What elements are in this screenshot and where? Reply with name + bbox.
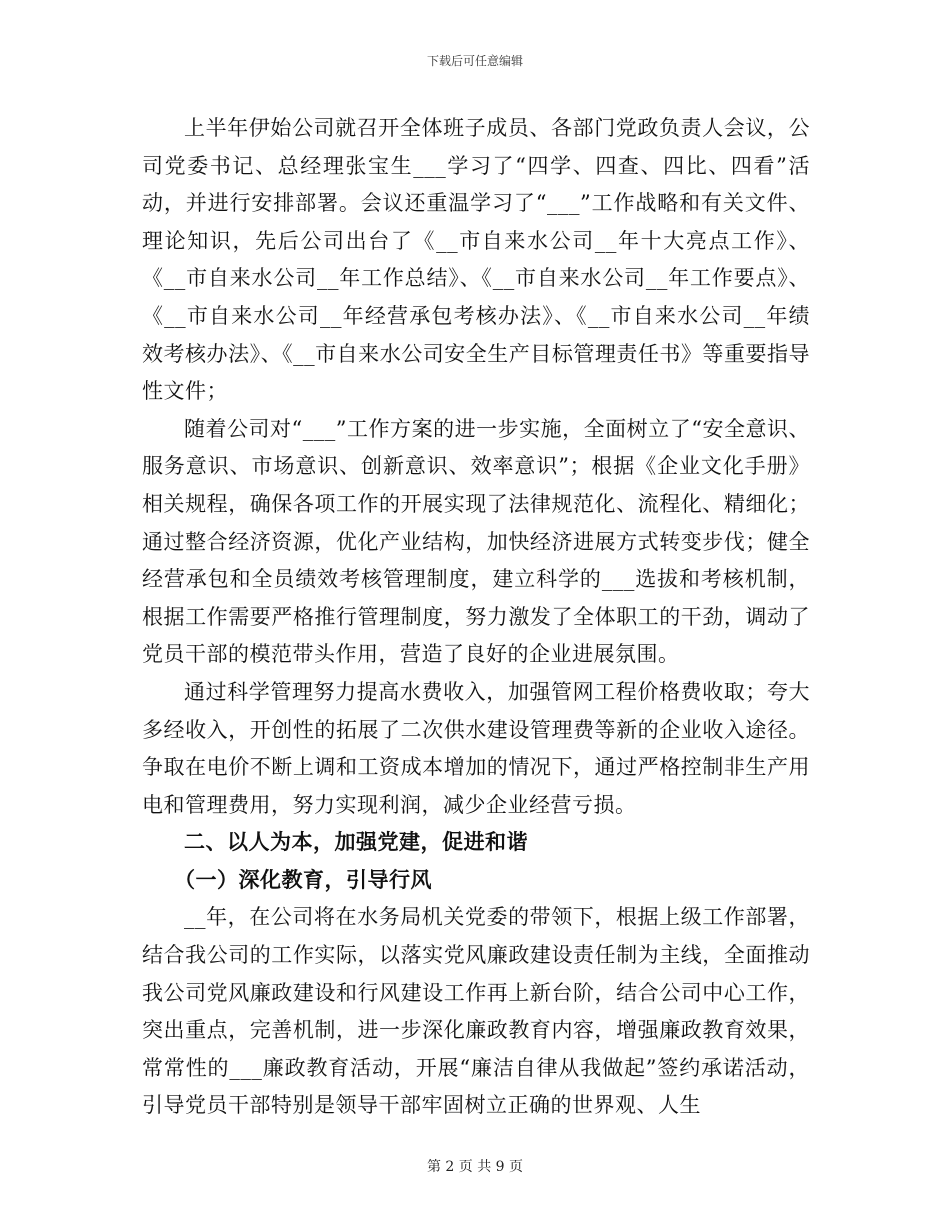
section-heading: 二、以人为本，加强党建，促进和谐 (184, 830, 528, 855)
paragraph-1: 上半年伊始公司就召开全体班子成员、各部门党政负责人会议，公司党委书记、总经理张宝生___学习了“四学、四查、四比、四看”活动，并进行安排部署。会议还重温学习了“___”工作战略和有关文件、理论知识，先后公司出台了《__市自来水公司__年十大亮点工作》、《__市自来水公司__年工作总结》、《__市自来水公司__年工作要点》、《__市自来水公司__年经营承包考核办法》、《__市自来水公司__年绩效考核办法》、《__市自来水公司安全生产目标管理责任书》等重要指导性文件； (142, 116, 810, 404)
paragraph-4: __年，在公司将在水务局机关党委的带领下，根据上级工作部署，结合我公司的工作实际，以落实党风廉政建设责任制为主线，全面推动我公司党风廉政建设和行风建设工作再上新台阶，结合公司中心工作，突出重点，完善机制，进一步深化廉政教育内容，增强廉政教育效果，常常性的___廉政教育活动，开展“廉洁自律从我做起”签约承诺活动，引导党员干部特别是领导干部牢固树立正确的世界观、人生 (142, 905, 810, 1118)
paragraph-2: 随着公司对“___”工作方案的进一步实施，全面树立了“安全意识、服务意识、市场意识、创新意识、效率意识”；根据《企业文化手册》相关规程，确保各项工作的开展实现了法律规范化、流程化、精细化；通过整合经济资源，优化产业结构，加快经济进展方式转变步伐；健全经营承包和全员绩效考核管理制度，建立科学的___选拔和考核机制，根据工作需要严格推行管理制度，努力激发了全体职工的干劲，调动了党员干部的模范带头作用，营造了良好的企业进展氛围。 (142, 416, 810, 667)
header-note: 下载后可任意编辑 (426, 54, 523, 68)
document-body (142, 110, 810, 1125)
page-number: 第 2 页 共 9 页 (426, 1159, 524, 1175)
subsection-heading: （一）深化教育，引导行风 (174, 867, 432, 892)
paragraph-3: 通过科学管理努力提高水费收入，加强管网工程价格费收取；夸大多经收入，开创性的拓展了二次供水建设管理费等新的企业收入途径。争取在电价不断上调和工资成本增加的情况下，通过严格控制非生产用电和管理费用，努力实现利润，减少企业经营亏损。 (142, 679, 810, 817)
